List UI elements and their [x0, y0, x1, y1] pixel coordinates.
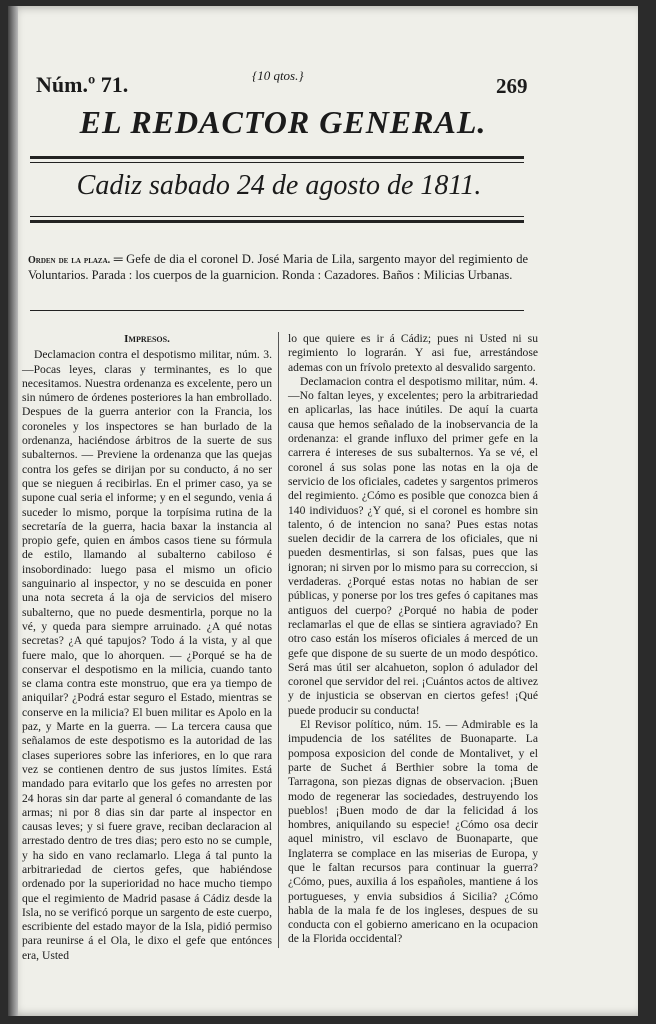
dateline-rule-thick [30, 220, 524, 223]
issue-number: Núm.º 71. [36, 72, 129, 97]
left-paragraph: Declamacion contra el despotismo militar, núm. 3. —Pocas leyes, claras y terminantes, es lo que necesitamos. Nuestra ordenanza es excelente, pero un sin número de órdenes posteriores la han embrollado. Despues de la guerra anterior con la Francia, los coroneles y los inspectores se han burlado de la ordenanza, haciéndose árbitros de la suerte de sus subalternos. — Previene la ordenanza que las quejas contra los gefes se dirijan por su conducto, á no ser que se nieguen á recibirlas. En el primer caso, ya se supone cual seria el informe; y en el segundo, venia á suceder lo mismo, porque la torpísima rutina de la secretaría de la guerra, hacia baxar la instancia al propio gefe, quien en ámbos casos tiene su fórmula de estilo, llamando al subalterno cabiloso é insobordinado: luego pasa el mismo un oficio sanguinario al inspector, y no se descuida en poner una nota secreta á la oja de servicios del misero subalterno, que no puede desmentirla, porque no la vé, y queda para siempre arruinado. ¿A qué notas secretas? ¿A qué tapujos? Todo á la vista, y al que fuere malo, que lo ahorquen. — ¿Porqué se ha de conservar el despotismo en la milicia, cuando tanto se clama contra este monstruo, que era ya tiempo de aniquilar? ¿Podrá estar seguro el Estado, mientras se conserve en la milicia? El buen militar es Apolo en la paz, y Marte en la guerra. — La tercera causa que señalamos de este despotismo es la autoridad de las clases superiores sobre las inferiores, en lo que rara vez se contienen dentro de sus justos límites. Está mandado para evitarlo que los gefes no arresten por 24 horas sin dar parte al general ó comandante de las armas; ni por 8 dias sin dar parte al inspector en causas leves; y si fuere grave, reciban declaracion al arrestado dentro de tres dias; pero esto no se cumple, y ha sido en vano reclamarlo. Llega á tal punto la arbitrariedad de ciertos gefes, que habiéndose ordenado por la superioridad no hace mucho tiempo que el regimiento de Madrid pasase á Cádiz desde la Isla, no se verificó porque un sargento de este cuerpo, escribiente del estado mayor de la Isla, pidió permiso para reunirse á el Ola, le dixo el gefe que entónces era, Usted [22, 348, 272, 962]
dateline-rule-thin [30, 216, 524, 217]
order-of-the-day [28, 252, 528, 283]
right-paragraph: El Revisor político, núm. 15. — Admirable es la impudencia de los satélites de Buonaparte. La pomposa exposicion del conde de Montalivet, y el parte de Suchet á Berthier sobre la toma de Tarragona, son piezas dignas de observacion. ¡Buen modo de regenerar las sociedades, destruyendo los pueblos! ¡Buen modo de dar la felicidad á los hombres, aniquilando su especie! ¿Cómo osa decir aquel ministro, vil esclavo de Buonaparte, que Inglaterra se complace en las miserias de Europa, y que le faltan recursos para continuar la guerra? ¿Cómo, pues, auxilia á los españoles, mantiene á los portugueses, y envia subsidios á Sicilia? ¿Cómo habla de la mala fe de los ingleses, despues de su conducta con el gobierno americano en la ocupacion de la Florida occidental? [288, 718, 538, 946]
right-paragraph: lo que quiere es ir á Cádiz; pues ni Usted ni su regimiento lo lograrán. Y asi fue, arrestándose ademas con un frívolo pretexto al desvalido sargento. [288, 332, 538, 374]
masthead-rule-top [30, 156, 524, 159]
left-column [22, 332, 272, 963]
masthead-title: EL REDACTOR GENERAL. [79, 104, 487, 140]
newspaper-page [8, 6, 638, 1016]
right-column [288, 332, 538, 947]
masthead-rule-thin [30, 162, 524, 163]
section-heading: Impresos. [124, 333, 170, 345]
issue-quantity: {10 qtos.} [252, 68, 304, 83]
column-divider [278, 332, 279, 948]
order-text: ═ Gefe de dia el coronel D. José Maria de Lila, sargento mayor del regimiento de Voluntarios. Parada : los cuerpos de la guarnicion. Ronda : Cazadores. Baños : Milicias Urbanas. [28, 252, 528, 282]
page-number: 269 [496, 74, 528, 98]
order-label: Orden de la plaza. [28, 255, 111, 266]
section-rule [30, 310, 524, 311]
dateline: Cadiz sabado 24 de agosto de 1811. [76, 170, 482, 201]
book-spine [8, 6, 18, 1016]
right-paragraph: Declamacion contra el despotismo militar, núm. 4. —No faltan leyes, y excelentes; pero la arbitrariedad en aplicarlas, las hace inútiles. De aquí la cuarta causa que hemos señalado de la inobservancia de la ordenanza: el grande influxo del primer gefe en la carrera é intereses de sus subalternos. Ya se vé, el coronel á sus solas pone las notas en la oja de servicio de los oficiales, cadetes y sargentos primeros del regimiento. ¿Cómo es posible que conozca bien á 140 individuos? ¿Y qué, si el coronel es hombre sin talento, ó de intencion no sana? Pues estas notas suelen decidir de la carrera de los oficiales, que ni pueden desmentirlas, si son falsas, pues que las ignoran; ni sirven por lo mismo para su correccion, si verdaderas. ¿Porqué estas notas no habian de ser públicas, y ponerse por los tres gefes ó capitanes mas antiguos del cuerpo? ¿Porqué no habia de poder reclamarlas el que de ellas se sintiera agraviado? En otro caso están los míseros oficiales á merced de un gefe que dispone de su suerte de un modo despótico. Será mas útil ser alcahueton, soplon ó adulador del coronel que servidor del rei. ¡Cuántos actos de altivez y de injusticia se observan en ciertos gefes! ¡Qué puede producir su conducta! [288, 374, 538, 717]
